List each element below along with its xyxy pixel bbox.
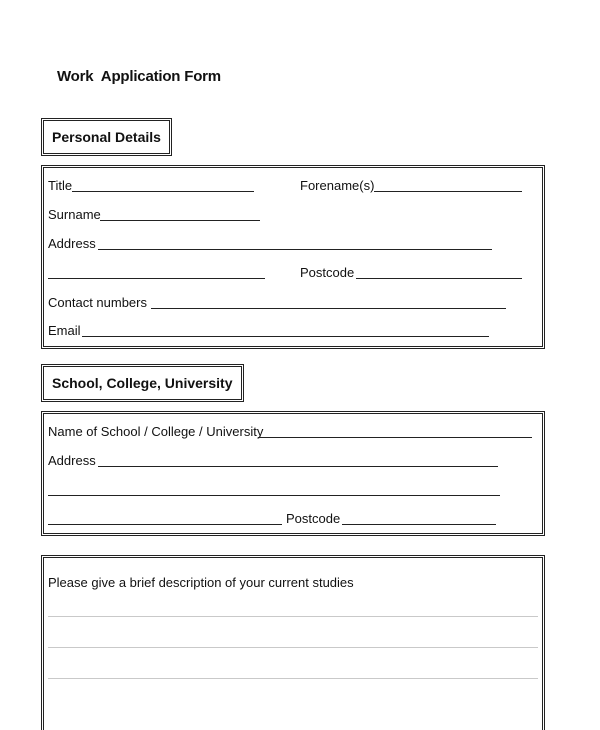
forename-label: Forename(s)	[300, 178, 375, 193]
postcode-field[interactable]	[356, 278, 522, 279]
surname-label: Surname	[48, 207, 101, 222]
school-address-field-line-2[interactable]	[48, 495, 500, 496]
address-field-line-2[interactable]	[48, 278, 265, 279]
school-name-field[interactable]	[258, 437, 532, 438]
contact-numbers-label: Contact numbers	[48, 295, 147, 310]
personal-details-heading: Personal Details	[41, 118, 172, 156]
email-label: Email	[48, 323, 81, 338]
form-title: Work Application Form	[57, 68, 221, 85]
surname-field[interactable]	[100, 220, 260, 221]
studies-answer-line-3[interactable]	[48, 678, 538, 679]
studies-answer-line-1[interactable]	[48, 616, 538, 617]
address-label: Address	[48, 236, 96, 251]
contact-numbers-field[interactable]	[151, 308, 506, 309]
email-field[interactable]	[82, 336, 489, 337]
school-address-label: Address	[48, 453, 96, 468]
education-heading: School, College, University	[41, 364, 244, 402]
studies-answer-line-2[interactable]	[48, 647, 538, 648]
school-address-field-line-3[interactable]	[48, 524, 282, 525]
school-name-label: Name of School / College / University	[48, 424, 264, 439]
postcode-label: Postcode	[300, 265, 355, 280]
school-postcode-field[interactable]	[342, 524, 496, 525]
title-label: Title	[48, 178, 73, 193]
title-field[interactable]	[72, 191, 254, 192]
address-field-line-1[interactable]	[98, 249, 492, 250]
studies-prompt: Please give a brief description of your current studies	[48, 575, 354, 590]
personal-details-box	[41, 165, 545, 349]
school-address-field-line-1[interactable]	[98, 466, 498, 467]
forename-field[interactable]	[374, 191, 522, 192]
school-postcode-label: Postcode	[286, 511, 341, 526]
